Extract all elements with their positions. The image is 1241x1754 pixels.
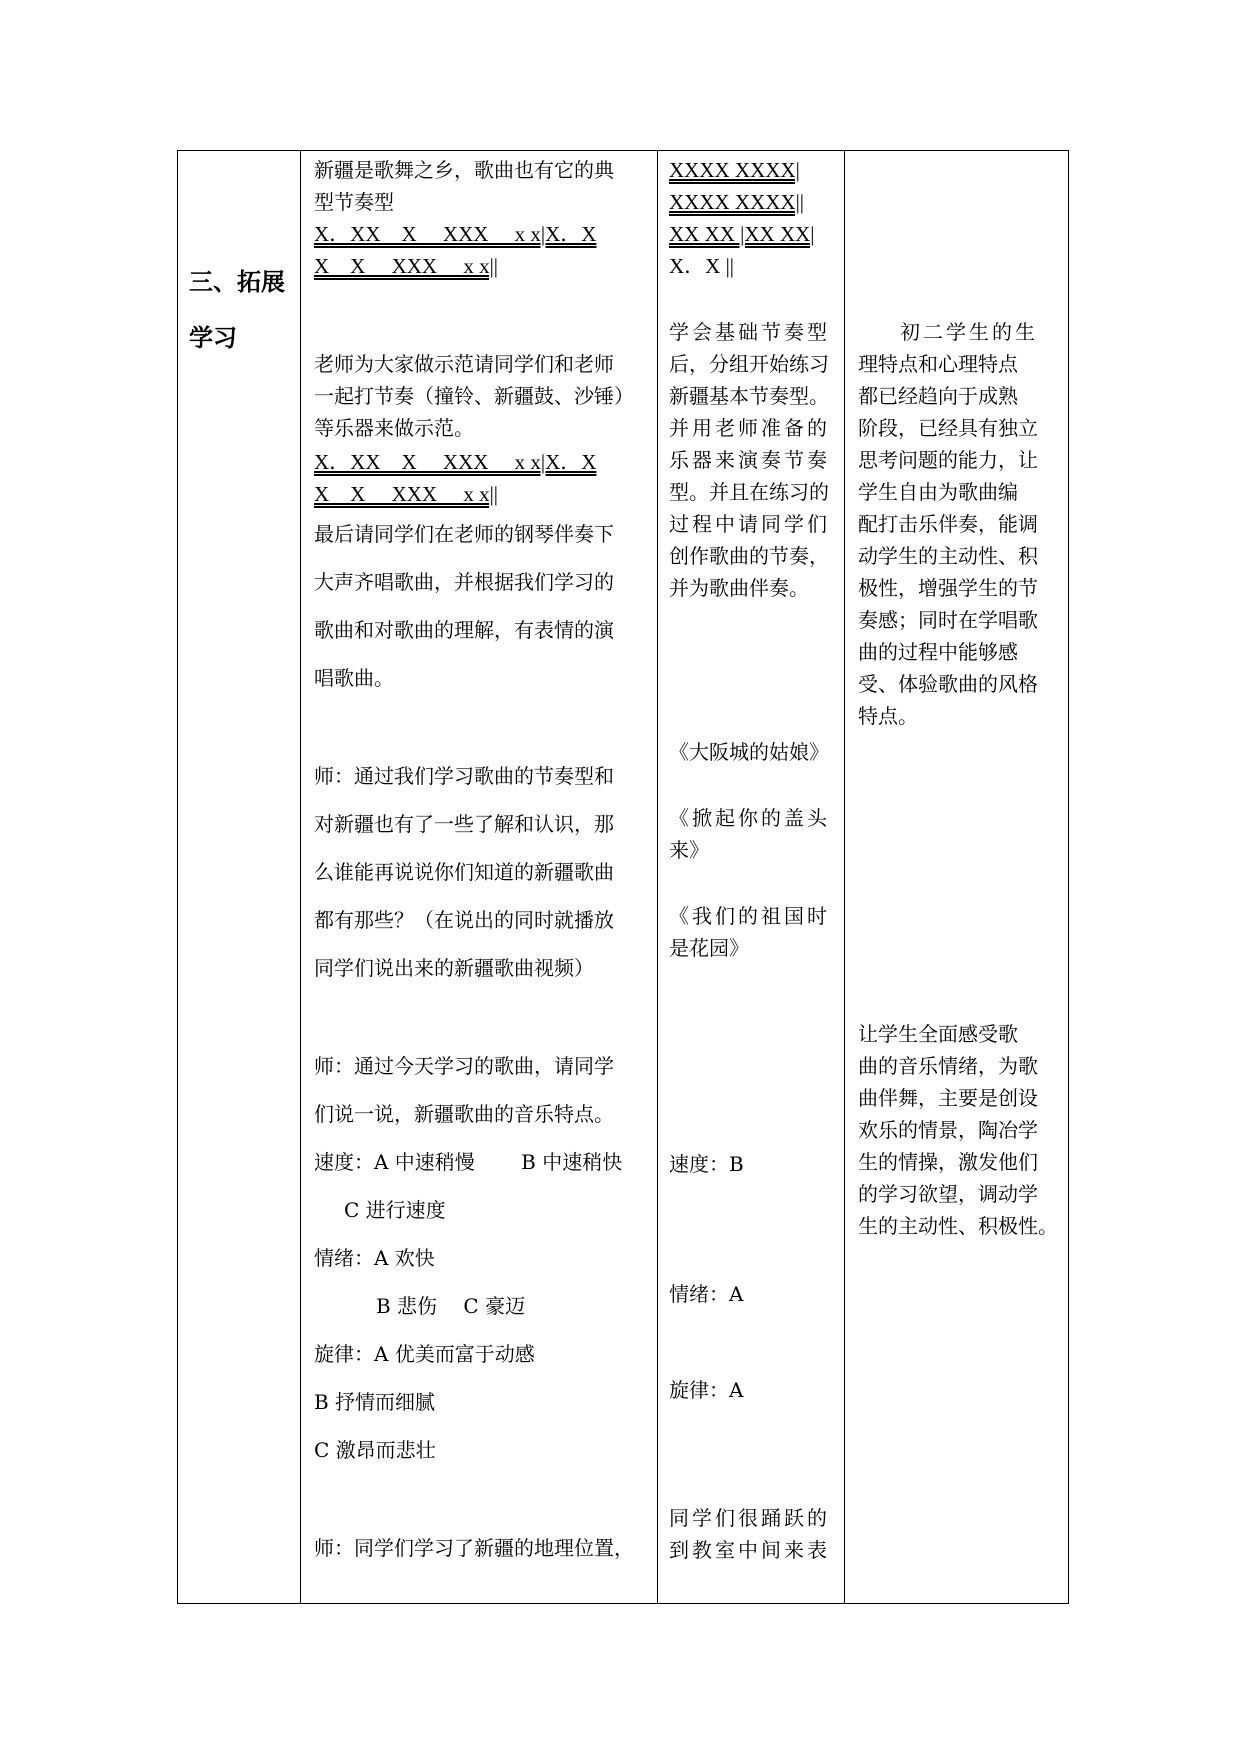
intent-text: 配打击乐伴奏，能调 xyxy=(858,512,1038,536)
section-cell xyxy=(178,151,300,1603)
speed-option: 速度：A 中速稍慢 B 中速稍快 xyxy=(314,1150,623,1174)
intent-text: 极性，增强学生的节 xyxy=(858,576,1038,600)
lesson-table xyxy=(177,150,1069,1604)
intent-text: 学生自由为歌曲编 xyxy=(858,480,1018,504)
rhythm-notation: XXXX XXXX| xyxy=(669,158,800,182)
practice-text: 并为歌曲伴奏。 xyxy=(669,576,809,600)
rhythm-notation: X X XXX x x|| xyxy=(314,482,498,506)
rhythm-notation: XX XX |XX XX| xyxy=(669,222,815,246)
intent-text: 初二学生的生 xyxy=(900,320,1038,344)
rhythm-notation: X X XXX x x|| xyxy=(314,254,498,278)
intent-text: 阶段，已经具有独立 xyxy=(858,416,1038,440)
practice-text: 创作歌曲的节奏， xyxy=(669,544,829,568)
speed-option: C 进行速度 xyxy=(344,1198,446,1222)
song-title: 《我们的祖国时 xyxy=(669,904,830,928)
song-title: 是花园》 xyxy=(669,936,749,960)
practice-text: 新疆基本节奏型。 xyxy=(669,384,829,408)
practice-text: 并用老师准备的 xyxy=(669,416,830,440)
intro-text: 型节奏型 xyxy=(314,190,394,214)
column-divider xyxy=(657,151,658,1603)
sing-text: 大声齐唱歌曲，并根据我们学习的 xyxy=(314,570,614,594)
demo-text: 一起打节奏（撞铃、新疆鼓、沙锤） xyxy=(314,384,634,408)
question-text: 师：通过我们学习歌曲的节奏型和 xyxy=(314,764,614,788)
melody-option: B 抒情而细腻 xyxy=(314,1390,436,1414)
column-divider xyxy=(844,151,845,1603)
intent-text: 曲的过程中能够感 xyxy=(858,640,1018,664)
answer-text: 旋律：A xyxy=(669,1378,744,1402)
demo-text: 老师为大家做示范请同学们和老师 xyxy=(314,352,614,376)
intent-text: 曲伴舞，主要是创设 xyxy=(858,1086,1038,1110)
song-title: 来》 xyxy=(669,838,709,862)
design-intent-cell xyxy=(846,151,1068,1603)
activity-text: 到教室中间来表 xyxy=(669,1538,830,1562)
demo-text: 等乐器来做示范。 xyxy=(314,416,474,440)
practice-text: 后，分组开始练习 xyxy=(669,352,829,376)
student-activity-cell xyxy=(659,151,843,1603)
rhythm-notation: X．X || xyxy=(669,254,734,278)
sing-text: 唱歌曲。 xyxy=(314,666,394,690)
question-text: 都有那些？（在说出的同时就播放 xyxy=(314,908,614,932)
practice-text: 过程中请同学们 xyxy=(669,512,830,536)
question-text: 对新疆也有了一些了解和认识，那 xyxy=(314,812,614,836)
practice-text: 乐器来演奏节奏 xyxy=(669,448,830,472)
rhythm-notation: X．XX X XXX x x|X．X xyxy=(314,450,597,474)
answer-text: 情绪：A xyxy=(669,1282,744,1306)
intent-text: 动学生的主动性、积 xyxy=(858,544,1038,568)
practice-text: 学会基础节奏型 xyxy=(669,320,830,344)
intent-text: 生的主动性、积极性。 xyxy=(858,1214,1058,1238)
melody-option: C 激昂而悲壮 xyxy=(314,1438,436,1462)
intent-text: 生的情操，激发他们 xyxy=(858,1150,1038,1174)
intent-text: 理特点和心理特点 xyxy=(858,352,1018,376)
sing-text: 歌曲和对歌曲的理解，有表情的演 xyxy=(314,618,614,642)
melody-option: 旋律：A 优美而富于动感 xyxy=(314,1342,535,1366)
rhythm-notation: X．XX X XXX x x|X．X xyxy=(314,222,597,246)
question-text: 们说一说，新疆歌曲的音乐特点。 xyxy=(314,1102,614,1126)
intent-text: 让学生全面感受歌 xyxy=(858,1022,1018,1046)
question-text: 师：同学们学习了新疆的地理位置， xyxy=(314,1536,634,1560)
practice-text: 型。并且在练习的 xyxy=(669,480,829,504)
question-text: 师：通过今天学习的歌曲，请同学 xyxy=(314,1054,614,1078)
process-cell xyxy=(302,151,656,1603)
intent-text: 都已经趋向于成熟 xyxy=(858,384,1018,408)
question-text: 么谁能再说说你们知道的新疆歌曲 xyxy=(314,860,614,884)
song-title: 《掀起你的盖头 xyxy=(669,806,830,830)
intent-text: 思考问题的能力，让 xyxy=(858,448,1038,472)
activity-text: 同学们很踊跃的 xyxy=(669,1506,830,1530)
section-heading-line2: 学习 xyxy=(189,324,237,352)
section-heading-line1: 三、拓展 xyxy=(189,268,285,296)
intent-text: 的学习欲望，调动学 xyxy=(858,1182,1038,1206)
question-text: 同学们说出来的新疆歌曲视频） xyxy=(314,956,594,980)
intent-text: 受、体验歌曲的风格 xyxy=(858,672,1038,696)
sing-text: 最后请同学们在老师的钢琴伴奏下 xyxy=(314,522,614,546)
song-title: 《大阪城的姑娘》 xyxy=(669,740,829,764)
rhythm-notation: XXXX XXXX|| xyxy=(669,190,804,214)
column-divider xyxy=(300,151,301,1603)
mood-option: 情绪：A 欢快 xyxy=(314,1246,435,1270)
intent-text: 曲的音乐情绪，为歌 xyxy=(858,1054,1038,1078)
intro-text: 新疆是歌舞之乡，歌曲也有它的典 xyxy=(314,158,614,182)
answer-text: 速度：B xyxy=(669,1152,744,1176)
intent-text: 特点。 xyxy=(858,704,918,728)
intent-text: 欢乐的情景，陶冶学 xyxy=(858,1118,1038,1142)
mood-option: B 悲伤 C 豪迈 xyxy=(376,1294,526,1318)
intent-text: 奏感；同时在学唱歌 xyxy=(858,608,1038,632)
